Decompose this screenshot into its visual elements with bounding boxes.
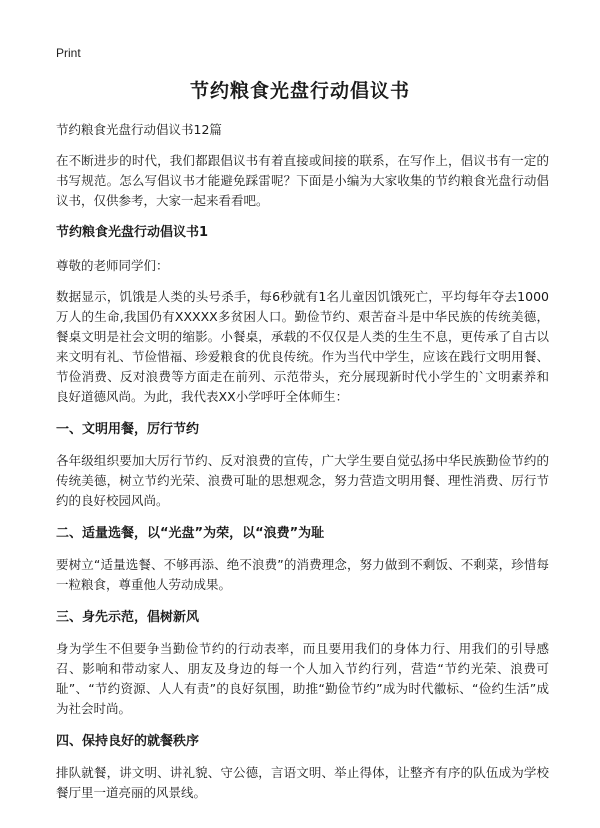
section-text-2: 要树立“适量选餐、不够再添、绝不浪费”的消费理念，努力做到不剩饭、不剩菜，珍惜每一粒粮食，尊重他人劳动成果。 [56,557,549,592]
document-title: 节约粮食光盘行动倡议书 [189,80,410,102]
intro-paragraph: 在不断进步的时代，我们都跟倡议书有着直接或间接的联系，在写作上，倡议书有一定的书写规范。怎么写倡议书才能避免踩雷呢？下面是小编为大家收集的节约粮食光盘行动倡议书，仅供参考，大家一起来看看吧。 [56,153,549,208]
section-heading-4: 四、保持良好的就餐秩序 [56,734,200,749]
section-title: 节约粮食光盘行动倡议书1 [56,225,209,240]
section-text-4: 排队就餐，讲文明、讲礼貌、守公德，言语文明、举止得体，让整齐有序的队伍成为学校餐厅里一道亮丽的风景线。 [56,765,549,800]
greeting: 尊敬的老师同学们： [56,258,169,273]
body-paragraph: 数据显示，饥饿是人类的头号杀手，每6秒就有1名儿童因饥饿死亡，平均每年夺去1000万人的生命,我国仍有XXXXX多贫困人口。勤俭节约、艰苦奋斗是中华民族的传统美德，餐桌文明是社会文明的缩影。小餐桌，承载的不仅仅是人类的生生不息，更传承了自古以来文明有礼、节俭惜福、珍爱粮食的优良传统。作为当代中学生，应该在践行文明用餐、节俭消费、反对浪费等方面走在前列、示范带头，充分展现新时代小学生的`文明素养和良好道德风尚。为此，我代表XX小学呼吁全体师生： [56,289,549,404]
document-body [56,120,549,816]
document-subtitle: 节约粮食光盘行动倡议书12篇 [56,122,222,137]
section-heading-2: 二、适量选餐，以“光盘”为荣，以“浪费”为耻 [56,526,325,541]
print-link[interactable]: Print [56,46,81,60]
section-heading-1: 一、文明用餐，厉行节约 [56,422,200,437]
section-text-3: 身为学生不但要争当勤俭节约的行动表率，而且要用我们的身体力行、用我们的引导感召、影响和带动家人、朋友及身边的每一个人加入节约行列，营造“节约光荣、浪费可耻”、“节约资源、人人有责”的良好氛围，助推“勤俭节约”成为时代徽标、“俭约生活”成为社会时尚。 [56,641,549,716]
section-heading-3: 三、身先示范，倡树新风 [56,610,200,625]
section-text-1: 各年级组织要加大厉行节约、反对浪费的宣传，广大学生要自觉弘扬中华民族勤俭节约的传统美德，树立节约光荣、浪费可耻的思想观念，努力营造文明用餐、理性消费、厉行节约的良好校园风尚。 [56,453,549,508]
